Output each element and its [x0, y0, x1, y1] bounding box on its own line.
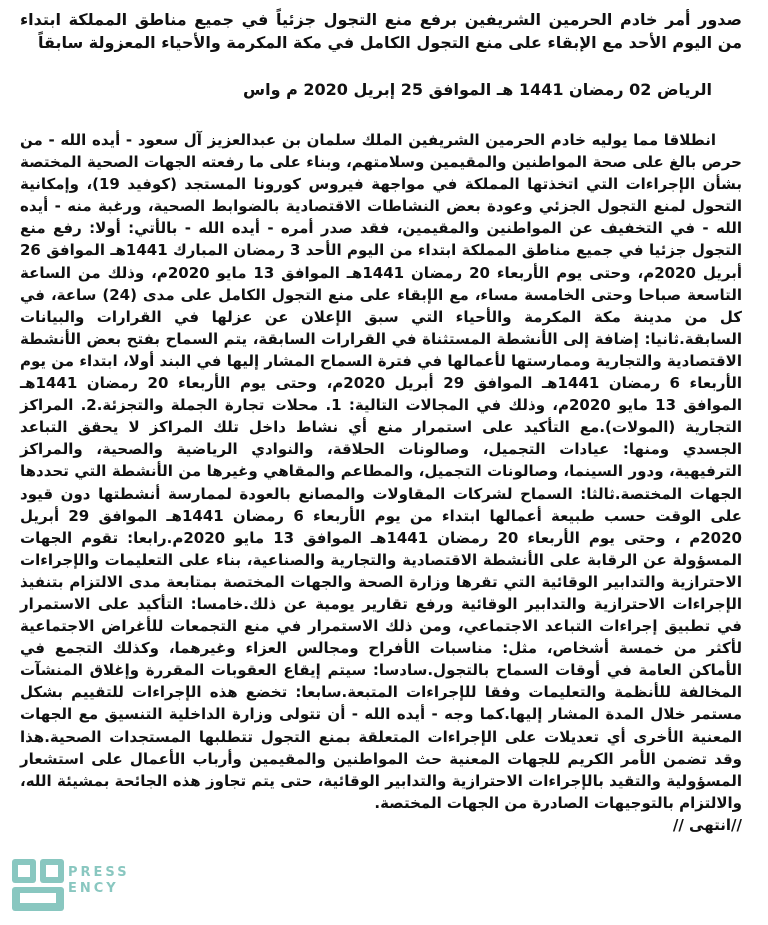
article: [20, 8, 742, 836]
press-agency-watermark: [8, 853, 178, 921]
watermark-text: PRESS ENCY: [68, 865, 130, 896]
article-title: صدور أمر خادم الحرمين الشريفين برفع منع التجول جزئياً في جميع مناطق المملكة ابتداء من اليوم الأحد مع الإبقاء على منع التجول الكامل في مكة المكرمة والأحياء المعزولة سابقاً: [20, 10, 742, 52]
press-agency-logo-icon: [8, 853, 70, 917]
article-end-note: //انتهى //: [672, 815, 742, 834]
article-body: انطلاقا مما يوليه خادم الحرمين الشريفين الملك سلمان بن عبدالعزيز آل سعود - أيده الله - من حرص بالغ على صحة المواطنين والمقيمين وسلامتهم، وبناء على ما رفعته الجهات الصحية المختصة بشأن الإجراءات التي اتخذتها المملكة في مواجهة فيروس كورونا المستجد (كوفيد 19)، وإمكانية التحول لمنع التجول الجزئي وعودة بعض النشاطات الاقتصادية بالضوابط الصحية، ورغبة منه - أيده الله - في التخفيف عن المواطنين والمقيمين، فقد صدر أمره - أيده الله - بالأتي: أولا: رفع منع التجول جزئيا في جميع مناطق المملكة ابتداء من اليوم الأحد 3 رمضان المبارك 1441هـ الموافق 26 أبريل 2020م، وحتى يوم الأربعاء 20 رمضان 1441هـ الموافق 13 مايو 2020م، وذلك من الساعة التاسعة صباحا وحتى الخامسة مساء، مع الإبقاء على منع التجول الكامل على مدى (24) ساعة، في كل من مدينة مكة المكرمة والأحياء التي سبق الإعلان عن عزلها في القرارات والبيانات السابقة.ثانيا: إضافة إلى الأنشطة المستثناة في القرارات السابقة، يتم السماح بفتح بعض الأنشطة الاقتصادية والتجارية وممارستها لأعمالها في فترة السماح المشار إليها في البند أولا، ابتداء من يوم الأربعاء 6 رمضان 1441هـ الموافق 29 أبريل 2020م، وحتى يوم الأربعاء 20 رمضان 1441هـ الموافق 13 مايو 2020م، وذلك في المجالات التالية: 1. محلات تجارة الجملة والتجزئة.2. المراكز التجارية (المولات).مع التأكيد على استمرار منع أي نشاط داخل تلك المراكز لا يحقق التباعد الجسدي ومنها: عيادات التجميل، وصالونات الحلاقة، والنوادي الرياضية والصحية، والمراكز الترفيهية، ودور السينما، وصالونات التجميل، والمطاعم والمقاهي وغيرها من الأنشطة التي تحددها الجهات المختصة.ثالثا: السماح لشركات المقاولات والمصانع بالعودة لممارسة أنشطتها دون قيود على الوقت حسب طبيعة أعمالها ابتداء من يوم الأربعاء 6 رمضان 1441هـ الموافق 29 أبريل 2020م ، وحتى يوم الأربعاء 20 رمضان 1441هـ الموافق 13 مايو 2020م.رابعا: تقوم الجهات المسؤولة عن الرقابة على الأنشطة الاقتصادية والتجارية والصناعية، بناء على التعليمات والإجراءات الاحترازية والتدابير الوقائية التي تقرها وزارة الصحة والجهات المختصة بمتابعة مدى الالتزام بتنفيذ الإجراءات الاحترازية والتدابير الوقائية ورفع تقارير يومية عن ذلك.خامسا: التأكيد على الاستمرار في تطبيق إجراءات التباعد الاجتماعي، ومن ذلك الاستمرار في منع التجمعات للأغراض الاجتماعية لأكثر من خمسة أشخاص، مثل: مناسبات الأفراح ومجالس العزاء وغيرهما، وكذلك التجمع في الأماكن العامة في أوقات السماح بالتجول.سادسا: سيتم إيقاع العقوبات المقررة وإغلاق المنشآت المخالفة للأنظمة والتعليمات وفقا للإجراءات المتبعة.سابعا: تخضع هذه الإجراءات للتقييم بشكل مستمر خلال المدة المشار إليها.كما وجه - أيده الله - أن تتولى وزارة الداخلية التنسيق مع الجهات المعنية الأخرى أي تعديلات على الإجراءات المتعلقة بمنع التجول تتطلبها المستجدات الصحية.هذا وقد تضمن الأمر الكريم للجهات المعنية حث المواطنين والمقيمين وأرباب الأعمال على استشعار المسؤولية والتقيد بالإجراءات الاحترازية والتدابير الوقائية، حتى يتم تجاوز هذه الجائحة بمشيئة الله، والالتزام بالتوجيهات الصادرة من الجهات المختصة.: [20, 131, 742, 812]
article-dateline: الرياض 02 رمضان 1441 هـ الموافق 25 إبريل 2020 م واس: [243, 80, 712, 99]
